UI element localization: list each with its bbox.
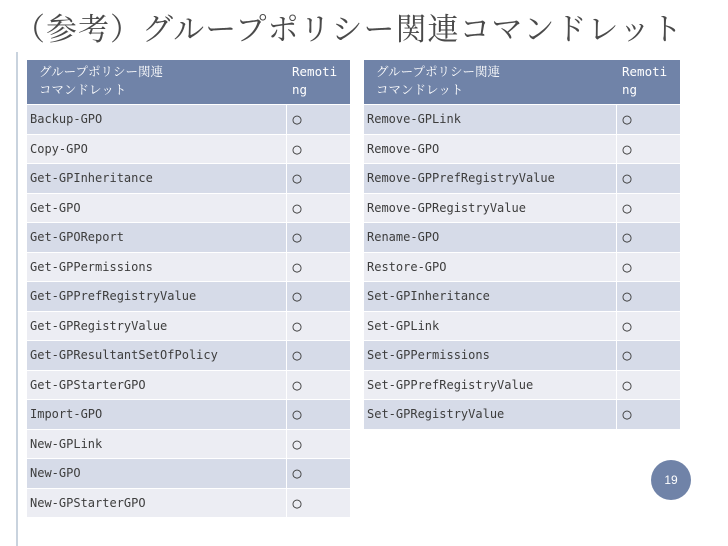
remoting-mark: ○ <box>616 252 680 282</box>
left-header-cmdlet <box>27 60 286 105</box>
table-row <box>364 164 680 194</box>
cmdlet-name: Set-GPPermissions <box>364 341 616 371</box>
table-row <box>27 193 350 223</box>
slide-left-rule <box>16 52 18 546</box>
remoting-mark: ○ <box>616 282 680 312</box>
remoting-mark: ○ <box>616 134 680 164</box>
table-row <box>364 134 680 164</box>
remoting-mark: ○ <box>286 459 350 489</box>
cmdlet-name: Set-GPRegistryValue <box>364 400 616 429</box>
remoting-mark: ○ <box>286 429 350 459</box>
table-row <box>27 341 350 371</box>
remoting-mark: ○ <box>616 341 680 371</box>
cmdlet-name: Copy-GPO <box>27 134 286 164</box>
table-row <box>27 105 350 135</box>
remoting-mark: ○ <box>286 105 350 135</box>
cmdlet-name: New-GPStarterGPO <box>27 488 286 517</box>
remoting-mark: ○ <box>286 282 350 312</box>
remoting-mark: ○ <box>286 370 350 400</box>
table-row <box>27 134 350 164</box>
remoting-mark: ○ <box>616 105 680 135</box>
left-table-header-row <box>27 60 350 105</box>
table-row <box>364 311 680 341</box>
cmdlet-name: Remove-GPRegistryValue <box>364 193 616 223</box>
table-row <box>27 223 350 253</box>
cmdlet-name: Remove-GPPrefRegistryValue <box>364 164 616 194</box>
left-header-cmdlet-line1: グループポリシー関連 <box>39 64 164 79</box>
remoting-mark: ○ <box>616 400 680 429</box>
slide-title: （参考）グループポリシー関連コマンドレット <box>14 12 684 48</box>
table-row <box>364 400 680 429</box>
cmdlet-name: Get-GPResultantSetOfPolicy <box>27 341 286 371</box>
table-row <box>364 252 680 282</box>
remoting-mark: ○ <box>286 223 350 253</box>
cmdlet-name: Get-GPO <box>27 193 286 223</box>
right-cmdlet-table <box>364 60 680 429</box>
cmdlet-name: Set-GPPrefRegistryValue <box>364 370 616 400</box>
right-header-cmdlet <box>364 60 616 105</box>
cmdlet-name: Get-GPPrefRegistryValue <box>27 282 286 312</box>
right-header-remoting <box>616 60 680 105</box>
right-header-remoting-line2: ng <box>622 82 638 97</box>
cmdlet-name: Get-GPPermissions <box>27 252 286 282</box>
table-row <box>27 311 350 341</box>
table-row <box>364 370 680 400</box>
table-row <box>364 105 680 135</box>
right-header-cmdlet-line1: グループポリシー関連 <box>376 64 501 79</box>
table-row <box>27 282 350 312</box>
cmdlet-name: Import-GPO <box>27 400 286 430</box>
table-row <box>27 370 350 400</box>
table-row <box>364 341 680 371</box>
cmdlet-name: Get-GPRegistryValue <box>27 311 286 341</box>
cmdlet-name: New-GPO <box>27 459 286 489</box>
table-row <box>364 223 680 253</box>
cmdlet-name: Remove-GPO <box>364 134 616 164</box>
table-row <box>27 164 350 194</box>
cmdlet-name: Rename-GPO <box>364 223 616 253</box>
table-row <box>27 400 350 430</box>
left-header-remoting-line1: Remoti <box>292 64 338 79</box>
left-header-cmdlet-line2: コマンドレット <box>39 82 127 97</box>
right-header-remoting-line1: Remoti <box>622 64 668 79</box>
cmdlet-name: Set-GPInheritance <box>364 282 616 312</box>
remoting-mark: ○ <box>286 164 350 194</box>
left-cmdlet-table <box>27 60 350 517</box>
cmdlet-name: Set-GPLink <box>364 311 616 341</box>
left-header-remoting-line2: ng <box>292 82 308 97</box>
remoting-mark: ○ <box>616 193 680 223</box>
remoting-mark: ○ <box>616 311 680 341</box>
table-row <box>364 193 680 223</box>
right-header-cmdlet-line2: コマンドレット <box>376 82 464 97</box>
remoting-mark: ○ <box>286 193 350 223</box>
cmdlet-name: Get-GPStarterGPO <box>27 370 286 400</box>
table-row <box>27 488 350 517</box>
right-table-header-row <box>364 60 680 105</box>
table-row <box>27 252 350 282</box>
page-number-badge: 19 <box>651 460 691 500</box>
cmdlet-name: Backup-GPO <box>27 105 286 135</box>
remoting-mark: ○ <box>616 223 680 253</box>
cmdlet-name: Get-GPInheritance <box>27 164 286 194</box>
remoting-mark: ○ <box>286 252 350 282</box>
table-row <box>27 459 350 489</box>
cmdlet-name: Remove-GPLink <box>364 105 616 135</box>
remoting-mark: ○ <box>616 164 680 194</box>
table-row <box>27 429 350 459</box>
remoting-mark: ○ <box>286 488 350 517</box>
remoting-mark: ○ <box>286 134 350 164</box>
remoting-mark: ○ <box>286 341 350 371</box>
cmdlet-name: Get-GPOReport <box>27 223 286 253</box>
remoting-mark: ○ <box>286 311 350 341</box>
remoting-mark: ○ <box>286 400 350 430</box>
left-header-remoting <box>286 60 350 105</box>
remoting-mark: ○ <box>616 370 680 400</box>
table-row <box>364 282 680 312</box>
cmdlet-name: Restore-GPO <box>364 252 616 282</box>
cmdlet-name: New-GPLink <box>27 429 286 459</box>
